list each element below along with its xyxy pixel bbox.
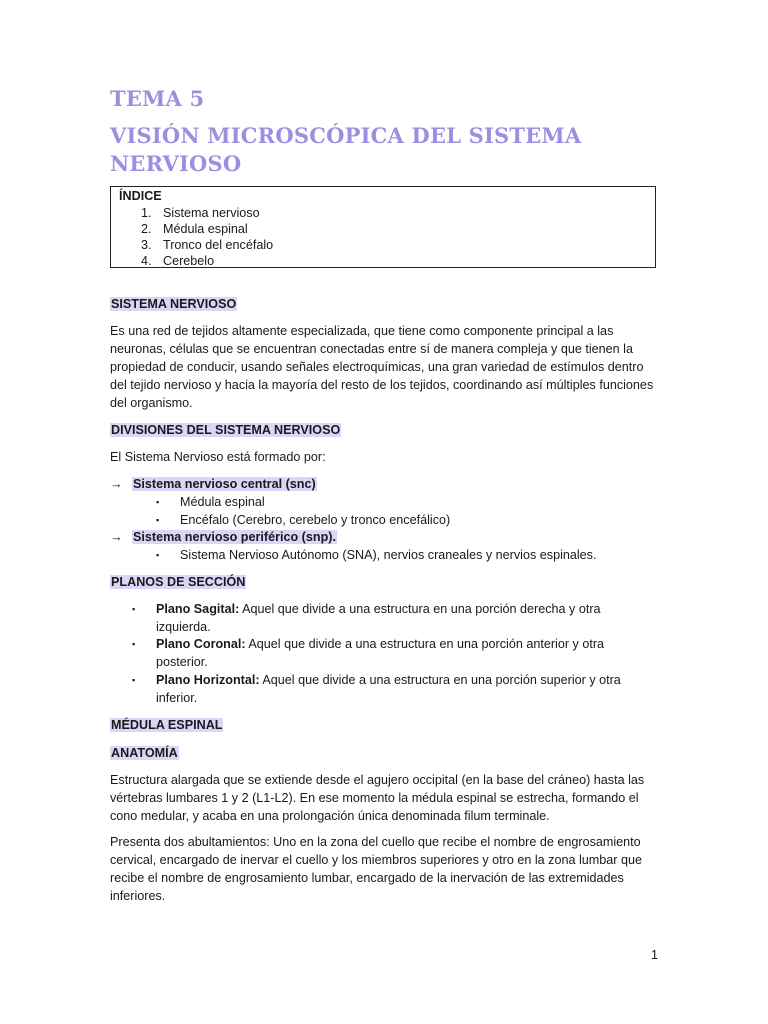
list-item: ▪ Sistema Nervioso Autónomo (SNA), nervios craneales y nervios espinales. — [156, 548, 597, 562]
list-item-plano-coronal: ▪ Plano Coronal: Aquel que divide a una estructura en una porción anterior y otra posterior. — [132, 637, 605, 669]
list-item: ▪ Encéfalo (Cerebro, cerebelo y tronco encefálico) — [156, 513, 451, 527]
paragraph-medula-2: Presenta dos abultamientos: Uno en la zona del cuello que recibe el nombre de engrosamiento cervical, encargado de inervar el cuello y los miembros superiores y otro en la zona lumbar que recibe el nombre de engrosamiento lumbar, encargado de la inervación de las extremidades inferiores. — [110, 835, 642, 903]
index-item: 3. Tronco del encéfalo — [141, 238, 274, 252]
square-bullet-icon: ▪ — [132, 675, 136, 685]
topic-number: TEMA 5 — [110, 86, 205, 111]
list-item-plano-horizontal: ▪ Plano Horizontal: Aquel que divide a una estructura en una porción superior y otra inferior. — [132, 673, 621, 705]
index-list — [141, 205, 273, 269]
index-item: 1. Sistema nervioso — [141, 206, 260, 220]
list-item-snc: → Sistema nervioso central (snc) — [110, 477, 316, 491]
section-heading-medula: MÉDULA ESPINAL — [111, 718, 223, 732]
square-bullet-icon: ▪ — [156, 550, 160, 560]
square-bullet-icon: ▪ — [132, 639, 136, 649]
index-box — [110, 186, 656, 268]
list-item-snp: → Sistema nervioso periférico (snp). — [110, 530, 336, 544]
section-heading-planos: PLANOS DE SECCIÓN — [111, 575, 246, 589]
index-item: 2. Médula espinal — [141, 222, 248, 236]
page-number: 1 — [651, 948, 659, 962]
paragraph-medula-1: Estructura alargada que se extiende desde el agujero occipital (en la base del cráneo) hasta las vértebras lumbares 1 y 2 (L1-L2). En ese momento la médula espinal se estrecha, formando el cono medular, y acaba en una prolongación única denominada filum terminale. — [110, 773, 645, 823]
arrow-icon: → — [110, 477, 123, 491]
list-item-plano-sagital: ▪ Plano Sagital: Aquel que divide a una estructura en una porción derecha y otra izquierda. — [132, 602, 601, 634]
document-title: VISIÓN MICROSCÓPICA DEL SISTEMA NERVIOSO — [110, 123, 582, 176]
subheading-anatomia: ANATOMÍA — [111, 746, 178, 760]
index-item: 4. Cerebelo — [141, 254, 215, 268]
index-heading: ÍNDICE — [119, 189, 162, 203]
section-heading-divisiones: DIVISIONES DEL SISTEMA NERVIOSO — [111, 423, 341, 437]
divisiones-intro: El Sistema Nervioso está formado por: — [110, 450, 326, 464]
section-heading-sistema-nervioso: SISTEMA NERVIOSO — [111, 297, 237, 311]
arrow-icon: → — [110, 530, 123, 544]
paragraph-sistema-nervioso: Es una red de tejidos altamente especializada, que tiene como componente principal a las neuronas, células que se encuentran conectadas entre sí de manera compleja y que tienen la propiedad de conducir, usando señales electroquímicas, una gran variedad de estímulos dentro del tejido nervioso y hacia la mayoría del resto de los tejidos, coordinando así múltiples funciones del organismo. — [110, 324, 654, 410]
square-bullet-icon: ▪ — [132, 604, 136, 614]
list-item: ▪ Médula espinal — [156, 495, 265, 509]
square-bullet-icon: ▪ — [156, 497, 160, 507]
square-bullet-icon: ▪ — [156, 515, 160, 525]
